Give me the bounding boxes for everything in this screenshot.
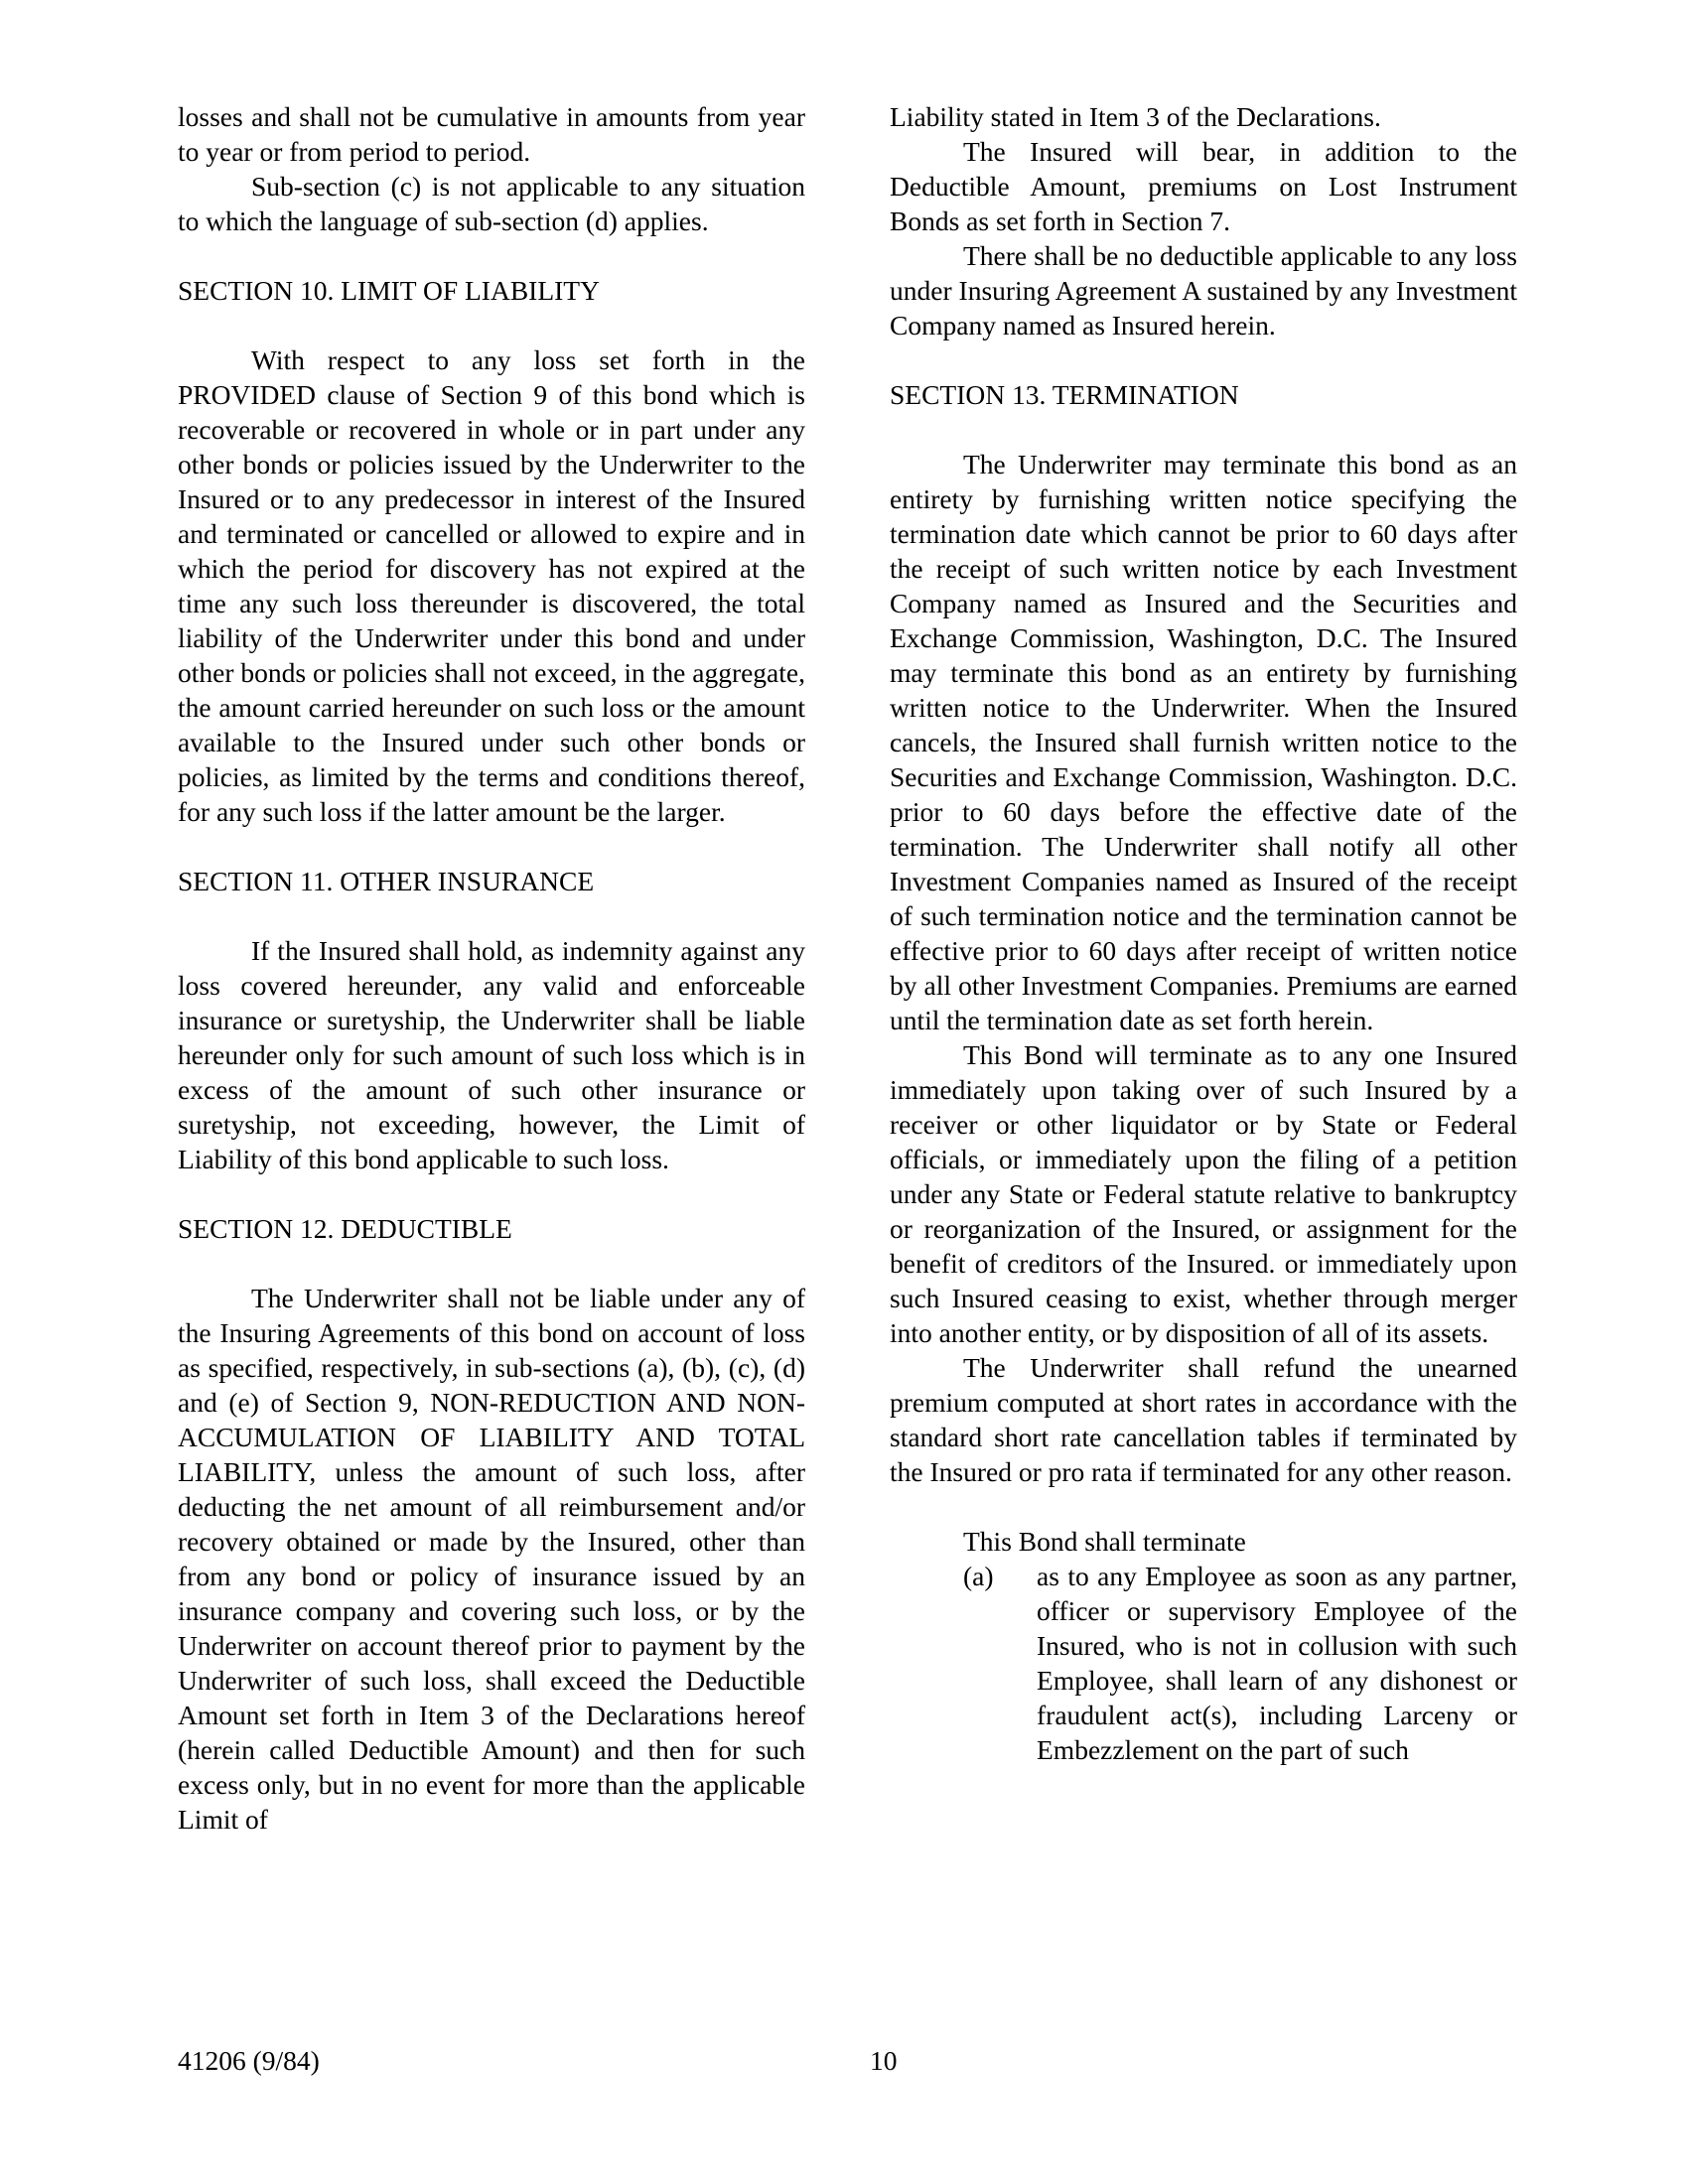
section-heading: SECTION 10. LIMIT OF LIABILITY	[178, 275, 600, 306]
paragraph: With respect to any loss set forth in the PROVIDED clause of Section 9 of this bond which is recoverable or recovered in whole or in part under any other bonds or policies issued by the Underwriter to the Insured or to any predecessor in interest of the Insured and terminated or cancelled or allowed to expire and in which the period for discovery has not expired at the time any such loss thereunder is discovered, the total liability of the Underwriter under this bond and under other bonds or policies shall not exceed, in the aggregate, the amount carried hereunder on such loss or the amount available to the Insured under such other bonds or policies, as limited by the terms and conditions thereof, for any such loss if the latter amount be the larger.	[178, 344, 805, 827]
paragraph: Sub-section (c) is not applicable to any situation to which the language of sub-section (d) applies.	[178, 171, 805, 236]
paragraph: The Underwriter shall not be liable under any of the Insuring Agreements of this bond on account of loss as specified, respectively, in sub-sections (a), (b), (c), (d) and (e) of Section 9, NON-REDUCTION AND NON-ACCUMULATION OF LIABILITY AND TOTAL LIABILITY, unless the amount of such loss, after deducting the net amount of all reimbursement and/or recovery obtained or made by the Insured, other than from any bond or policy of insurance issued by an insurance company and covering such loss, or by the Underwriter on account thereof prior to payment by the Underwriter of such loss, shall exceed the Deductible Amount set forth in Item 3 of the Declarations hereof (herein called Deductible Amount) and then for such excess only, but in no event for more than the applicable Limit of	[178, 1283, 805, 1835]
paragraph: This Bond will terminate as to any one Insured immediately upon taking over of such Insured by a receiver or other liquidator or by State or Federal officials, or immediately upon the filing of a petition under any State or Federal statute relative to bankruptcy or reorganization of the Insured, or assignment for the benefit of creditors of the Insured. or immediately upon such Insured ceasing to exist, whether through merger into another entity, or by disposition of all of its assets.	[890, 1039, 1517, 1348]
section-heading: SECTION 11. OTHER INSURANCE	[178, 866, 595, 896]
form-code: 41206 (9/84)	[178, 2045, 320, 2076]
paragraph: If the Insured shall hold, as indemnity against any loss covered hereunder, any valid and enforceable insurance or suretyship, the Underwriter shall be liable hereunder only for such amount of such loss which is in excess of the amount of such other insurance or suretyship, not exceeding, however, the Limit of Liability of this bond applicable to such loss.	[178, 935, 805, 1174]
paragraph: The Insured will bear, in addition to the Deductible Amount, premiums on Lost Instrument Bonds as set forth in Section 7.	[890, 136, 1517, 236]
left-column	[178, 99, 805, 1837]
paragraph: The Underwriter may terminate this bond as an entirety by furnishing written notice specifying the termination date which cannot be prior to 60 days after the receipt of such written notice by each Investment Company named as Insured and the Securities and Exchange Commission, Washington, D.C. The Insured may terminate this bond as an entirety by furnishing written notice to the Underwriter. When the Insured cancels, the Insured shall furnish written notice to the Securities and Exchange Commission, Washington. D.C. prior to 60 days before the effective date of the termination. The Underwriter shall notify all other Investment Companies named as Insured of the receipt of such termination notice and the termination cannot be effective prior to 60 days after receipt of written notice by all other Investment Companies. Premiums are earned until the termination date as set forth herein.	[890, 449, 1517, 1035]
paragraph: Liability stated in Item 3 of the Declarations.	[890, 101, 1381, 132]
section-heading: SECTION 12. DEDUCTIBLE	[178, 1213, 512, 1244]
paragraph: The Underwriter shall refund the unearned premium computed at short rates in accordance with the standard short rate cancellation tables if terminated by the Insured or pro rata if terminated for any other reason.	[890, 1352, 1517, 1487]
paragraph: There shall be no deductible applicable to any loss under Insuring Agreement A sustained by any Investment Company named as Insured herein.	[890, 240, 1517, 341]
list-item	[963, 1559, 1517, 1767]
list-item-text: as to any Employee as soon as any partner, officer or supervisory Employee of the Insured, who is not in collusion with such Employee, shall learn of any dishonest or fraudulent act(s), including Larceny or Embezzlement on the part of such	[1037, 1561, 1517, 1765]
list-item-label: (a)	[963, 1561, 994, 1591]
terminate-intro: This Bond shall terminate	[963, 1526, 1246, 1557]
paragraph: losses and shall not be cumulative in amounts from year to year or from period to period.	[178, 101, 805, 167]
right-column	[890, 99, 1517, 1767]
page-number: 10	[870, 2045, 898, 2076]
section-heading: SECTION 13. TERMINATION	[890, 379, 1239, 410]
